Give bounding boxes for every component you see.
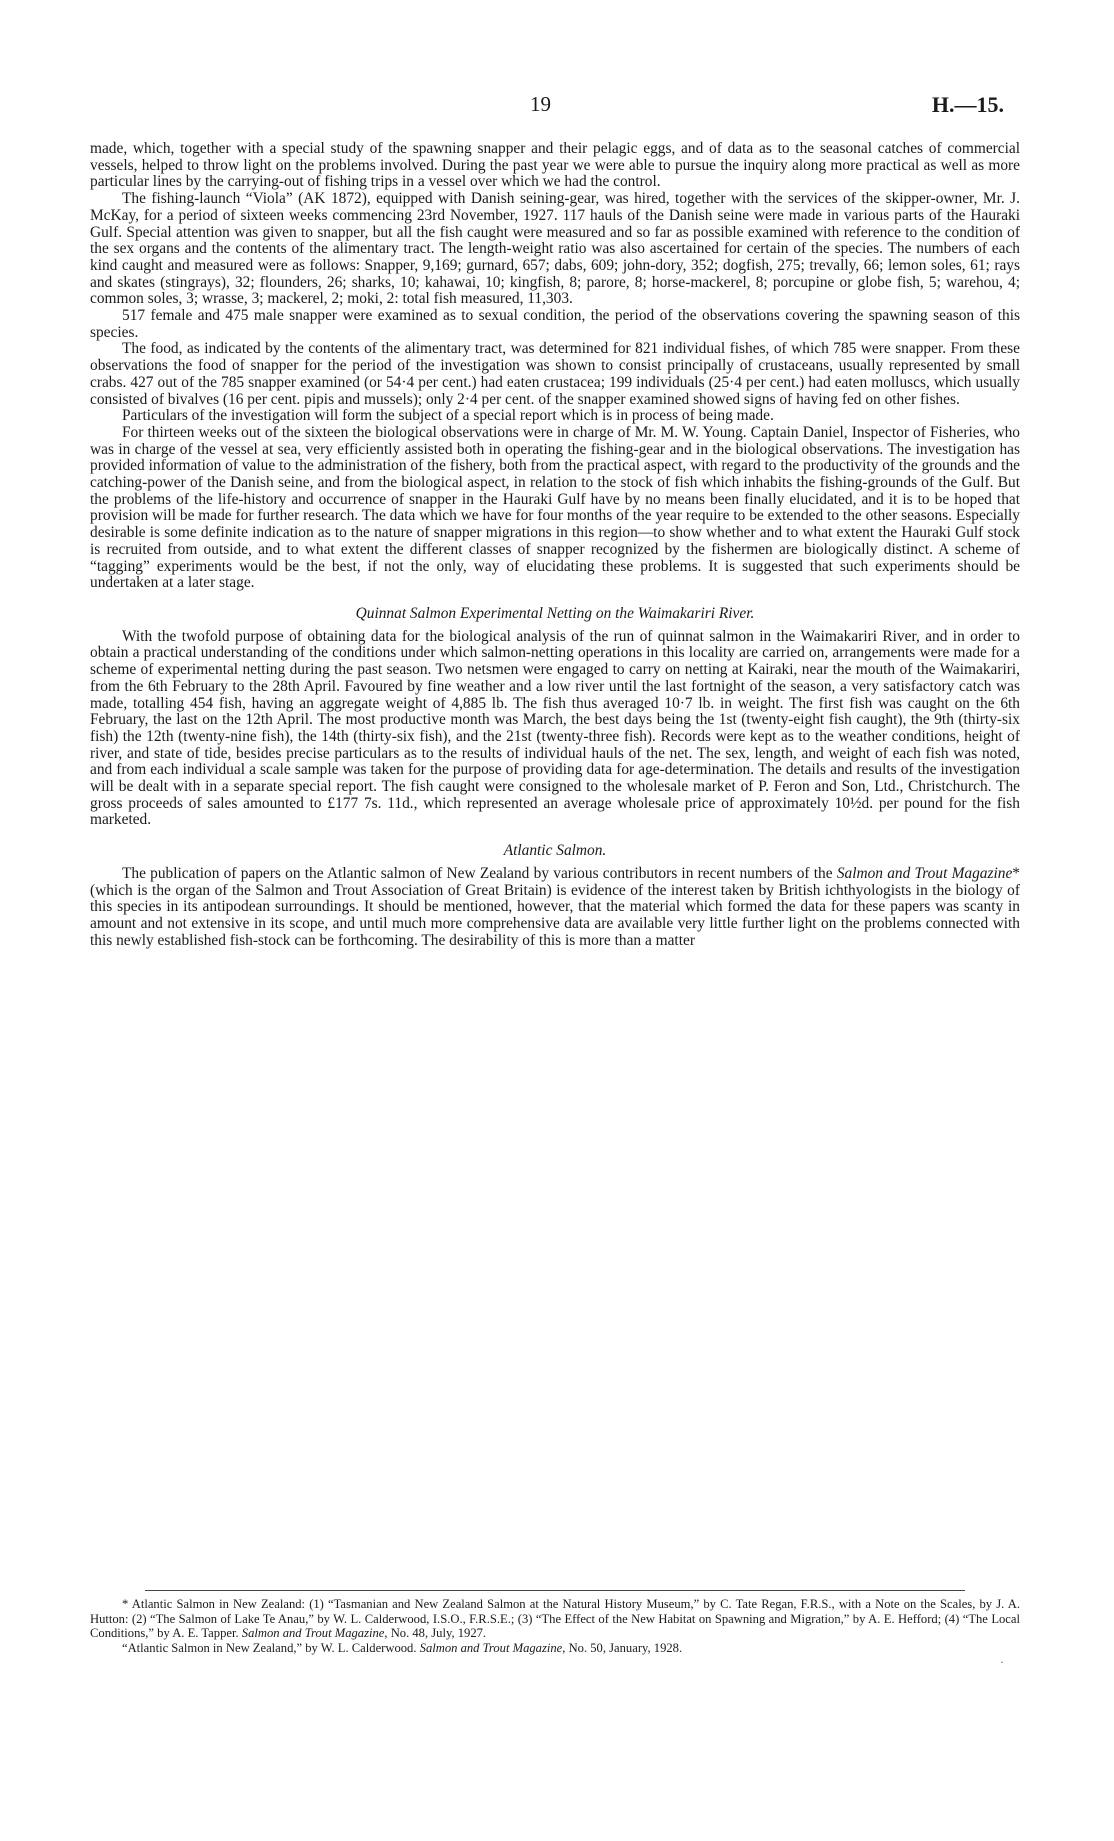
atlantic-text-start: The publication of papers on the Atlantic salmon of New Zealand by various contributors in recent numbers of the — [122, 864, 837, 882]
document-reference: H.—15. — [931, 92, 1004, 117]
paragraph-special-report: Particulars of the investigation will form the subject of a special report which is in process of being made. — [122, 407, 774, 425]
stray-mark: · — [1000, 1655, 1004, 1669]
paragraph-observations: For thirteen weeks out of the sixteen the biological observations were in charge of Mr. M. W. Young. Captain Daniel, Inspector of Fisheries, who was in charge of the vessel at sea, very efficiently assisted both in operating the fishing-gear and in the biological observations. The investigation has provided information of value to the administration of the fishery, both from the practical aspect, with regard to the productivity of the grounds and the catching-power of the Danish seine, and from the biological aspect, in relation to the stock of fish which inhabits the fishing-grounds of the Gulf. But the problems of the life-history and occurrence of snapper in the Hauraki Gulf have by no means been finally elucidated, and it is to be hoped that provision will be made for further research. The data which we have for four months of the year require to be extended to the other seasons. Especially desirable is some definite indication as to the nature of snapper migrations in this region—to show whether and to what extent the Hauraki Gulf stock is recruited from outside, and to what extent the different classes of snapper recognized by the fishermen are biologically distinct. A scheme of “tagging” experiments would be the best, if not the only, way of elucidating these problems. It is suggested that such experiments should be undertaken at a later stage. — [90, 423, 1020, 592]
footnote-2-text: “Atlantic Salmon in New Zealand,” by W. L. Calderwood. — [122, 1640, 420, 1655]
footnote-divider — [90, 1590, 1020, 1592]
body-text — [90, 141, 1020, 949]
paragraph-food: The food, as indicated by the contents of the alimentary tract, was determined for 821 individual fishes, of which 785 were snapper. From these observations the food of snapper for the period of the investigation was shown to consist principally of crustaceans, usually represented by small crabs. 427 out of the 785 snapper examined (or 54·4 per cent.) had eaten crustacea; 199 individuals (25·4 per cent.) had eaten molluscs, which usually consisted of bivalves (16 per cent. pipis and mussels); only 2·4 per cent. of the snapper examined showed signs of having fed on other fishes. — [90, 340, 1020, 408]
footnote-2 — [90, 1641, 1020, 1656]
page-number: 19 — [530, 92, 551, 116]
paragraph-quinnat: With the twofold purpose of obtaining data for the biological analysis of the run of quinnat salmon in the Waimakariri River, and in order to obtain a practical understanding of the conditions under which salmon-netting operations in this locality are carried on, arrangements were made for a scheme of experimental netting during the past season. Two netsmen were engaged to carry on netting at Kairaki, near the mouth of the Waimakariri, from the 6th February to the 28th April. Favoured by fine weather and a low river until the last fortnight of the season, a very satisfactory catch was made, totalling 454 fish, having an aggregate weight of 4,885 lb. The fish thus averaged 10·7 lb. in weight. The first fish was caught on the 6th February, the last on the 12th April. The most productive month was March, the best days being the 1st (twenty-eight fish caught), the 9th (thirty-six fish) the 12th (twenty-nine fish), the 14th (thirty-six fish), and the 21st (twenty-three fish). Records were kept as to the weather conditions, height of river, and state of tide, besides precise particulars as to the results of individual hauls of the net. The sex, length, and weight of each fish was noted, and from each individual a scale sample was taken for the purpose of providing data for age-determination. The details and results of the investigation will be dealt with in a separate special report. The fish caught were consigned to the wholesale market of P. Feron and Son, Ltd., Christchurch. The gross proceeds of sales amounted to £177 7s. 11d., which represented an average wholesale price of approximately 10½d. per pound for the fish marketed. — [90, 627, 1020, 829]
footnote-1-text: * Atlantic Salmon in New Zealand: (1) “Tasmanian and New Zealand Salmon at the Natural History Museum,” by C. Tate Regan, F.R.S., with a Note on the Scales, by J. A. Hutton: (2) “The Salmon of Lake Te Anau,” by W. L. Calderwood, I.S.O., F.R.S.E.; (3) “The Effect of the New Habitat on Spawning and Migration,” by A. E. Hefford; (4) “The Local Conditions,” by A. E. Tapper. — [90, 1597, 1020, 1641]
magazine-title: Salmon and Trout Magazine — [836, 864, 1013, 882]
footnote-1 — [90, 1597, 1020, 1641]
footnote-2-tail: , No. 50, January, 1928. — [562, 1640, 683, 1655]
footnotes — [90, 1597, 1020, 1655]
footnote-2-citation: Salmon and Trout Magazine — [419, 1640, 563, 1655]
paragraph-atlantic — [90, 866, 1020, 950]
atlantic-text-end: * (which is the organ of the Salmon and Trout Association of Great Britain) is evidence of the interest taken by British ichthyologists in the biology of this species in its antipodean surroundings. It should be mentioned, however, that the material which formed the data for these papers was scanty in amount and not extensive in its scope, and until much more comprehensive data are available very little further light on the problems connected with this newly established fish-stock can be forthcoming. The desirability of this is more than a matter — [90, 864, 1020, 949]
paragraph-viola-launch: The fishing-launch “Viola” (AK 1872), equipped with Danish seining-gear, was hired, together with the services of the skipper-owner, Mr. J. McKay, for a period of sixteen weeks commencing 23rd November, 1927. 117 hauls of the Danish seine were made in various parts of the Hauraki Gulf. Special attention was given to snapper, but all the fish caught were measured and so far as possible examined with reference to the condition of the sex organs and the contents of the alimentary tract. The length-weight ratio was also ascertained for certain of the species. The numbers of each kind caught and measured were as follows: Snapper, 9,169; gurnard, 657; dabs, 609; john-dory, 352; dogfish, 275; trevally, 66; lemon soles, 61; rays and skates (stingrays), 32; flounders, 26; sharks, 10; kahawai, 10; kingfish, 8; parore, 8; horse-mackerel, 8; porcupine or globe fish, 5; warehou, 4; common soles, 3; wrasse, 3; mackerel, 2; moki, 2: total fish measured, 11,303. — [90, 190, 1020, 308]
section-heading-quinnat: Quinnat Salmon Experimental Netting on the Waimakariri River. — [355, 604, 755, 622]
paragraph-continued: made, which, together with a special study of the spawning snapper and their pelagic eggs, and of data as to the seasonal catches of commercial vessels, helped to throw light on the problems involved. During the past year we were able to pursue the inquiry along more practical as well as more particular lines by the carrying-out of fishing trips in a vessel over which we had the control. — [90, 140, 1020, 191]
footnote-1-citation: Salmon and Trout Magazine — [241, 1626, 385, 1641]
footnote-1-tail: , No. 48, July, 1927. — [384, 1626, 487, 1641]
section-heading-atlantic: Atlantic Salmon. — [503, 842, 607, 860]
page-header — [0, 92, 1114, 122]
paragraph-sexual-condition: 517 female and 475 male snapper were examined as to sexual condition, the period of the observations covering the spawning season of this species. — [90, 307, 1020, 341]
